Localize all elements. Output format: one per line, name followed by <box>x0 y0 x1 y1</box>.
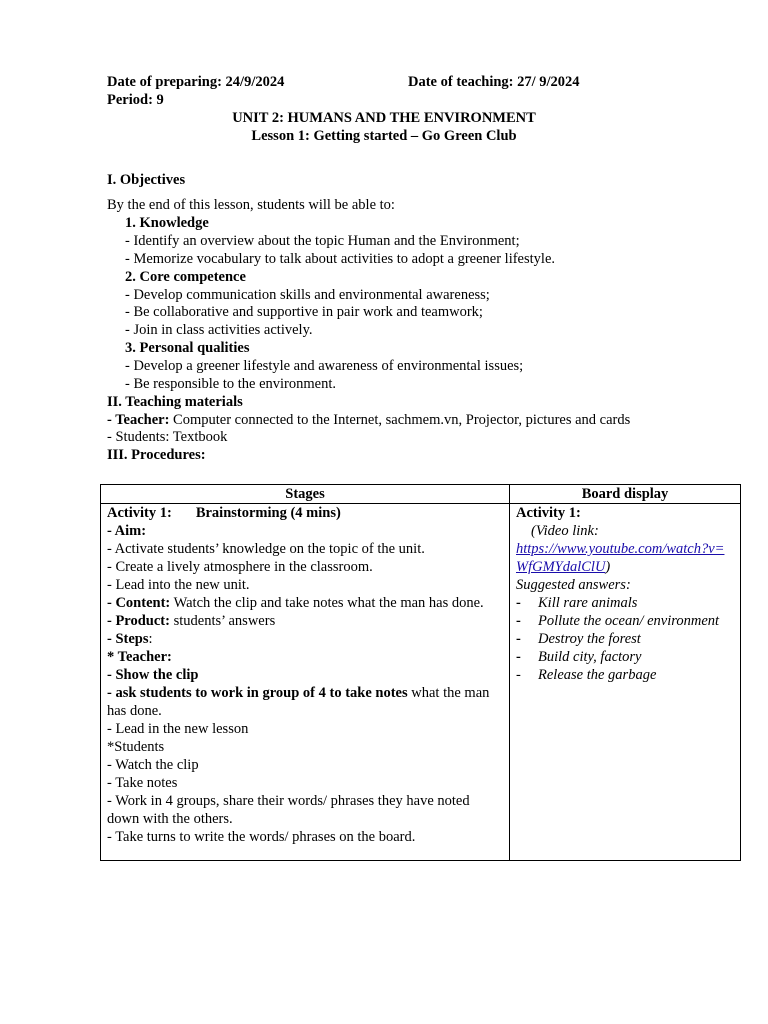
stages-cell <box>101 504 510 861</box>
personal-item: - Be responsible to the environment. <box>125 376 337 392</box>
content-label: - Content: <box>107 595 171 611</box>
dash-icon: - <box>516 595 521 611</box>
teacher-text: Computer connected to the Internet, sachmem.vn, Projector, pictures and cards <box>169 412 631 428</box>
procedures-table <box>100 484 741 861</box>
board-activity-label: Activity 1: <box>516 505 581 521</box>
period: Period: 9 <box>107 92 164 108</box>
student-item: - Take turns to write the words/ phrases on the board. <box>107 829 416 845</box>
answer-item: - Kill rare animals <box>516 595 638 611</box>
teach-date: Date of teaching: 27/ 9/2024 <box>408 74 580 90</box>
personal-heading: 3. Personal qualities <box>125 340 250 356</box>
objectives-intro: By the end of this lesson, students will be able to: <box>107 197 395 213</box>
activity-name: Brainstorming (4 mins) <box>195 505 341 521</box>
core-item: - Develop communication skills and environmental awareness; <box>125 287 490 303</box>
product-line <box>107 612 503 630</box>
aim-label: - Aim: <box>107 523 147 539</box>
aim-item: - Create a lively atmosphere in the classroom. <box>107 559 373 575</box>
content-text: Watch the clip and take notes what the man has done. <box>170 595 484 611</box>
answer-item: - Release the garbage <box>516 667 657 683</box>
knowledge-heading: 1. Knowledge <box>125 215 209 231</box>
procedures-heading: III. Procedures: <box>107 447 206 463</box>
student-item: - Work in 4 groups, share their words/ phrases they have noted down with the others. <box>107 793 470 827</box>
objectives-heading: I. Objectives <box>107 172 186 188</box>
steps-label: - Steps <box>107 631 149 647</box>
core-item: - Join in class activities actively. <box>125 322 313 338</box>
core-item: - Be collaborative and supportive in pair work and teamwork; <box>125 304 483 320</box>
activity-label: Activity 1: <box>107 505 172 521</box>
materials-teacher <box>107 411 630 429</box>
product-label: - Product: <box>107 613 170 629</box>
video-close: ) <box>605 559 611 575</box>
ask-students-line <box>107 684 503 720</box>
steps-colon: : <box>148 631 153 647</box>
core-heading: 2. Core competence <box>125 269 246 285</box>
student-item: - Take notes <box>107 775 178 791</box>
aim-item: - Activate students’ knowledge on the topic of the unit. <box>107 541 425 557</box>
col-header-board: Board display <box>510 485 741 504</box>
materials-students: - Students: Textbook <box>107 429 228 445</box>
board-cell <box>510 504 741 861</box>
lead-new: - Lead in the new lesson <box>107 721 249 737</box>
answer-item: - Pollute the ocean/ environment <box>516 613 720 629</box>
activity-title <box>107 504 503 522</box>
personal-item: - Develop a greener lifestyle and awareness of environmental issues; <box>125 358 524 374</box>
video-open: (Video link: <box>531 523 599 539</box>
lesson-title: Lesson 1: Getting started – Go Green Club <box>251 128 517 144</box>
student-item: - Watch the clip <box>107 757 199 773</box>
steps-line <box>107 630 503 648</box>
dash-icon: - <box>516 631 521 647</box>
video-link[interactable]: https://www.youtube.com/watch?v=WfGMYdalClU <box>516 541 725 575</box>
ask-bold: - ask students to work in group of 4 to take notes <box>107 685 408 701</box>
teacher-label: - Teacher: <box>107 412 170 428</box>
product-text: students’ answers <box>169 613 276 629</box>
unit-title: UNIT 2: HUMANS AND THE ENVIRONMENT <box>232 110 536 126</box>
answer-item: - Build city, factory <box>516 649 642 665</box>
lead-item: - Lead into the new unit. <box>107 577 250 593</box>
materials-heading: II. Teaching materials <box>107 394 243 410</box>
suggested-label: Suggested answers: <box>516 577 631 593</box>
col-header-stages: Stages <box>101 485 510 504</box>
students-label: *Students <box>107 739 165 755</box>
prep-date: Date of preparing: 24/9/2024 <box>107 74 285 90</box>
content-line <box>107 594 503 612</box>
dash-icon: - <box>516 613 521 629</box>
show-clip: - Show the clip <box>107 667 199 683</box>
knowledge-item: - Identify an overview about the topic Human and the Environment; <box>125 233 520 249</box>
teacher-steps-label: * Teacher: <box>107 649 172 665</box>
dash-icon: - <box>516 649 521 665</box>
ask-rest: what the man has done. <box>107 685 490 719</box>
answer-item: - Destroy the forest <box>516 631 641 647</box>
dash-icon: - <box>516 667 521 683</box>
knowledge-item: - Memorize vocabulary to talk about activities to adopt a greener lifestyle. <box>125 251 556 267</box>
video-link-line <box>516 540 734 576</box>
